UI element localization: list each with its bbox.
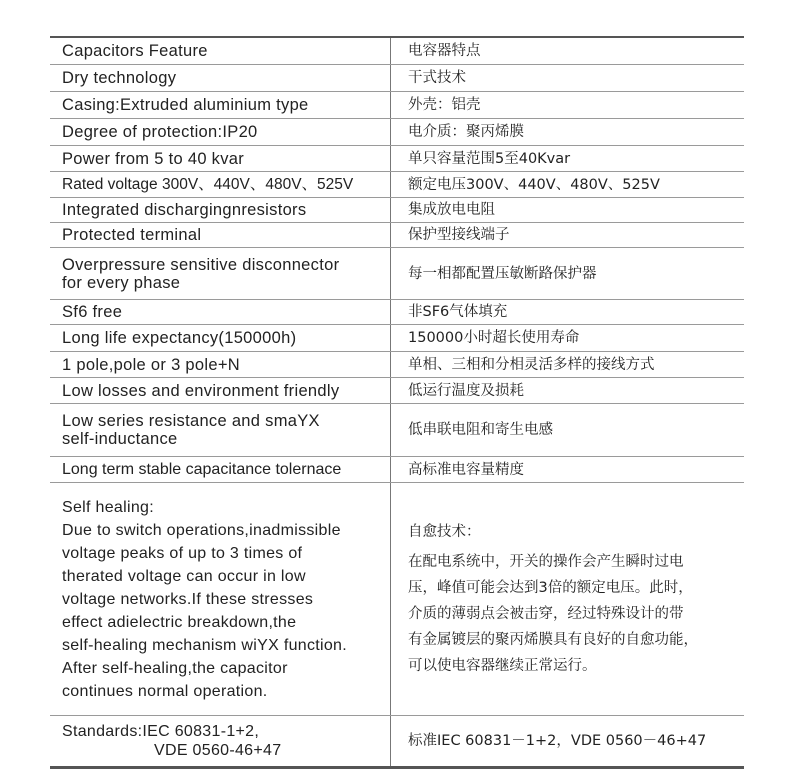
table-row	[50, 91, 744, 118]
feature-en: Capacitors Feature	[50, 38, 391, 64]
feature-en-line: Overpressure sensitive disconnector	[62, 255, 340, 274]
feature-en: Long life expectancy(150000h)	[50, 325, 391, 351]
table-row	[50, 299, 744, 324]
self-healing-en-line: effect adielectric breakdown,the	[62, 613, 297, 631]
feature-zh: 干式技术	[408, 70, 466, 86]
feature-en: 1 pole,pole or 3 pole+N	[50, 352, 391, 377]
feature-zh: 低运行温度及损耗	[408, 382, 524, 399]
feature-en: Rated voltage 300V、440V、480V、525V	[50, 172, 391, 197]
feature-zh: 电介质：聚丙烯膜	[408, 124, 524, 140]
table-row	[50, 247, 744, 299]
standards-en-line: VDE 0560-46+47	[154, 742, 282, 759]
table-row-self-healing	[50, 482, 744, 715]
feature-en: Integrated dischargingnresistors	[50, 198, 391, 222]
feature-en-line: Low series resistance and smaYX	[62, 412, 320, 430]
feature-en: Power from 5 to 40 kvar	[50, 146, 391, 171]
feature-en	[50, 404, 391, 456]
table-row	[50, 38, 744, 64]
self-healing-zh-line: 压，峰值可能会达到3倍的额定电压。此时，	[408, 580, 693, 596]
self-healing-en-line: Self healing:	[62, 498, 154, 516]
standards-en	[50, 716, 391, 766]
self-healing-en-line: voltage networks.If these stresses	[62, 590, 314, 608]
feature-zh: 单相、三相和分相灵活多样的接线方式	[408, 356, 655, 373]
feature-zh: 电容器特点	[408, 43, 481, 59]
feature-zh: 高标准电容量精度	[408, 461, 524, 478]
table-row	[50, 118, 744, 145]
feature-zh: 单只容量范围5至40Kvar	[408, 150, 571, 167]
self-healing-en-line: self-healing mechanism wiYX function.	[62, 636, 348, 654]
self-healing-en-line: therated voltage can occur in low	[62, 567, 306, 585]
feature-zh: 低串联电阻和寄生电感	[408, 422, 553, 438]
standards-en-line: Standards:IEC 60831-1+2,	[62, 723, 260, 740]
feature-en: Protected terminal	[50, 223, 391, 247]
self-healing-zh	[391, 483, 744, 715]
self-healing-zh-line: 可以使电容器继续正常运行。	[408, 658, 597, 674]
table-row-standards	[50, 715, 744, 766]
self-healing-zh-line: 有金属镀层的聚丙烯膜具有良好的自愈功能，	[408, 632, 698, 648]
self-healing-en-line: After self-healing,the capacitor	[62, 659, 288, 677]
table-row	[50, 456, 744, 482]
feature-zh: 集成放电电阻	[408, 202, 495, 218]
table-row	[50, 64, 744, 91]
feature-en: Low losses and environment friendly	[50, 378, 391, 403]
feature-en: Dry technology	[50, 65, 391, 91]
feature-zh: 保护型接线端子	[408, 227, 510, 243]
feature-en: Casing:Extruded aluminium type	[50, 92, 391, 118]
feature-zh: 150000小时超长使用寿命	[408, 330, 580, 346]
self-healing-en-line: Due to switch operations,inadmissible	[62, 521, 341, 539]
self-healing-zh-title: 自愈技术：	[408, 524, 481, 540]
table-row	[50, 222, 744, 247]
table-row	[50, 145, 744, 171]
table-row	[50, 351, 744, 377]
self-healing-en-line: voltage peaks of up to 3 times of	[62, 544, 303, 562]
table-row	[50, 377, 744, 403]
self-healing-zh-line: 在配电系统中，开关的操作会产生瞬时过电	[408, 554, 684, 570]
feature-en: Long term stable capacitance tolernace	[50, 457, 391, 482]
feature-en: Degree of protection:IP20	[50, 119, 391, 145]
feature-en	[50, 248, 391, 299]
feature-zh: 每一相都配置压敏断路保护器	[408, 265, 597, 282]
table-row	[50, 324, 744, 351]
feature-zh: 额定电压300V、440V、480V、525V	[408, 176, 660, 193]
feature-en: Sf6 free	[50, 300, 391, 324]
feature-en-line: self-inductance	[62, 430, 178, 448]
standards-zh: 标准IEC 60831－1+2，VDE 0560－46+47	[408, 733, 707, 749]
table-row	[50, 197, 744, 222]
feature-zh: 外壳：铝壳	[408, 97, 481, 113]
self-healing-en-line: continues normal operation.	[62, 682, 268, 700]
table-row	[50, 171, 744, 197]
feature-table	[50, 36, 744, 769]
self-healing-zh-line: 介质的薄弱点会被击穿，经过特殊设计的带	[408, 606, 684, 622]
feature-zh: 非SF6气体填充	[408, 304, 508, 320]
feature-en-line: for every phase	[62, 273, 181, 292]
table-row	[50, 403, 744, 456]
self-healing-en	[50, 483, 391, 715]
